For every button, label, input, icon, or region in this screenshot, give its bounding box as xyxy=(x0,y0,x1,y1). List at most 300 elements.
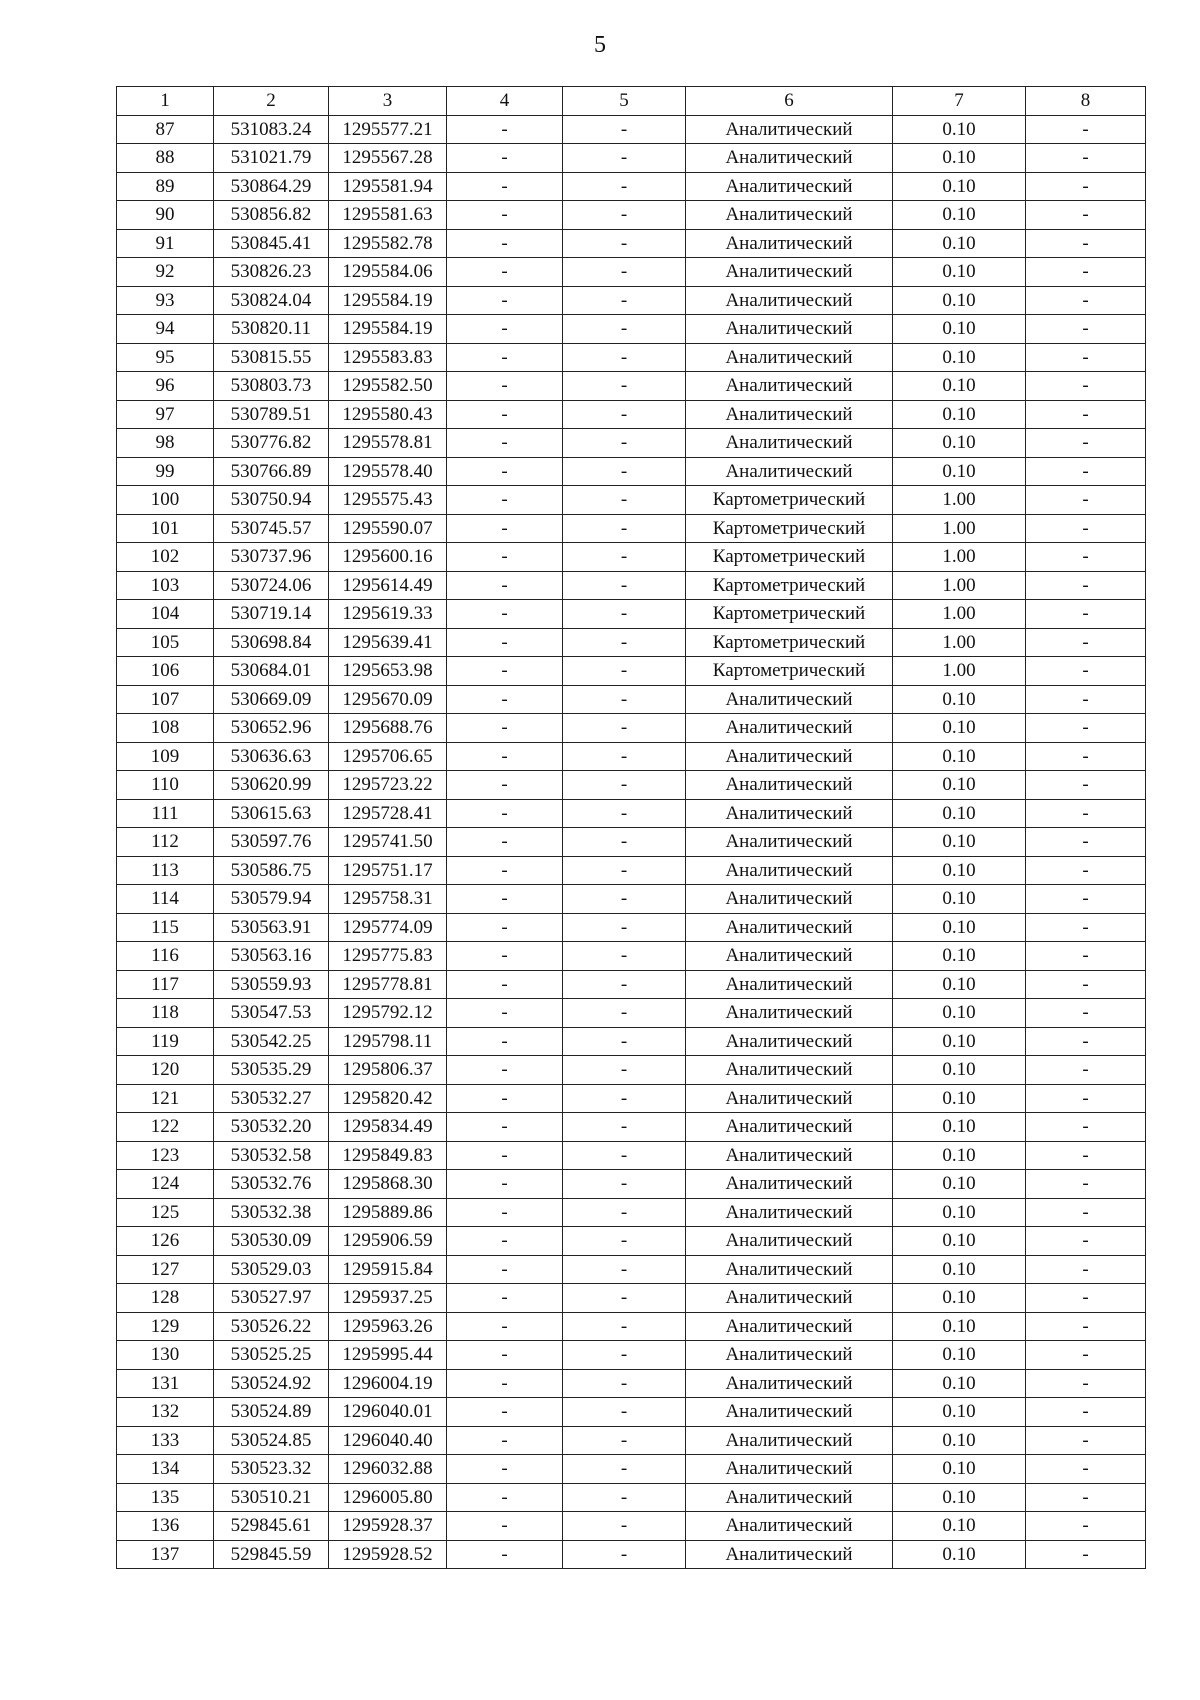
column-4-cell: - xyxy=(447,885,563,914)
accuracy-cell: 0.10 xyxy=(893,1084,1026,1113)
column-5-cell: - xyxy=(563,1455,686,1484)
point-number-cell: 131 xyxy=(117,1369,214,1398)
accuracy-cell: 0.10 xyxy=(893,1312,1026,1341)
accuracy-cell: 0.10 xyxy=(893,229,1026,258)
x-coordinate-cell: 530532.20 xyxy=(214,1113,329,1142)
column-5-cell: - xyxy=(563,1398,686,1427)
point-number-cell: 125 xyxy=(117,1198,214,1227)
point-number-cell: 134 xyxy=(117,1455,214,1484)
column-5-cell: - xyxy=(563,1170,686,1199)
point-number-cell: 92 xyxy=(117,258,214,287)
column-4-cell: - xyxy=(447,1398,563,1427)
point-number-cell: 110 xyxy=(117,771,214,800)
column-4-cell: - xyxy=(447,1255,563,1284)
column-4-cell: - xyxy=(447,315,563,344)
method-cell: Аналитический xyxy=(686,1369,893,1398)
point-number-cell: 90 xyxy=(117,201,214,230)
y-coordinate-cell: 1295584.19 xyxy=(329,315,447,344)
table-row xyxy=(117,1341,1146,1370)
method-cell: Аналитический xyxy=(686,742,893,771)
y-coordinate-cell: 1295653.98 xyxy=(329,657,447,686)
accuracy-cell: 0.10 xyxy=(893,742,1026,771)
y-coordinate-cell: 1295963.26 xyxy=(329,1312,447,1341)
x-coordinate-cell: 529845.59 xyxy=(214,1540,329,1569)
column-4-cell: - xyxy=(447,1170,563,1199)
table-row xyxy=(117,543,1146,572)
column-8-cell: - xyxy=(1026,1255,1146,1284)
table-row xyxy=(117,885,1146,914)
x-coordinate-cell: 530524.89 xyxy=(214,1398,329,1427)
accuracy-cell: 0.10 xyxy=(893,1255,1026,1284)
y-coordinate-cell: 1296004.19 xyxy=(329,1369,447,1398)
accuracy-cell: 0.10 xyxy=(893,856,1026,885)
column-5-cell: - xyxy=(563,970,686,999)
column-4-cell: - xyxy=(447,172,563,201)
column-5-cell: - xyxy=(563,1312,686,1341)
column-5-cell: - xyxy=(563,828,686,857)
column-8-cell: - xyxy=(1026,600,1146,629)
method-cell: Аналитический xyxy=(686,1312,893,1341)
column-8-cell: - xyxy=(1026,1455,1146,1484)
point-number-cell: 128 xyxy=(117,1284,214,1313)
column-8-cell: - xyxy=(1026,714,1146,743)
accuracy-cell: 0.10 xyxy=(893,913,1026,942)
y-coordinate-cell: 1295775.83 xyxy=(329,942,447,971)
column-8-cell: - xyxy=(1026,1398,1146,1427)
column-5-cell: - xyxy=(563,685,686,714)
column-header-5: 5 xyxy=(563,87,686,116)
table-row xyxy=(117,115,1146,144)
table-row xyxy=(117,657,1146,686)
column-8-cell: - xyxy=(1026,514,1146,543)
point-number-cell: 126 xyxy=(117,1227,214,1256)
method-cell: Аналитический xyxy=(686,315,893,344)
accuracy-cell: 0.10 xyxy=(893,828,1026,857)
table-row xyxy=(117,1426,1146,1455)
point-number-cell: 107 xyxy=(117,685,214,714)
column-5-cell: - xyxy=(563,1512,686,1541)
column-5-cell: - xyxy=(563,885,686,914)
method-cell: Аналитический xyxy=(686,1284,893,1313)
column-5-cell: - xyxy=(563,628,686,657)
y-coordinate-cell: 1295820.42 xyxy=(329,1084,447,1113)
column-5-cell: - xyxy=(563,1198,686,1227)
column-4-cell: - xyxy=(447,657,563,686)
x-coordinate-cell: 530856.82 xyxy=(214,201,329,230)
column-8-cell: - xyxy=(1026,1512,1146,1541)
column-4-cell: - xyxy=(447,1341,563,1370)
column-8-cell: - xyxy=(1026,913,1146,942)
x-coordinate-cell: 530824.04 xyxy=(214,286,329,315)
point-number-cell: 97 xyxy=(117,400,214,429)
column-8-cell: - xyxy=(1026,1426,1146,1455)
column-5-cell: - xyxy=(563,400,686,429)
column-8-cell: - xyxy=(1026,628,1146,657)
table-row xyxy=(117,714,1146,743)
table-row xyxy=(117,1540,1146,1569)
column-5-cell: - xyxy=(563,201,686,230)
x-coordinate-cell: 530529.03 xyxy=(214,1255,329,1284)
column-8-cell: - xyxy=(1026,1056,1146,1085)
column-8-cell: - xyxy=(1026,315,1146,344)
x-coordinate-cell: 530719.14 xyxy=(214,600,329,629)
point-number-cell: 98 xyxy=(117,429,214,458)
method-cell: Аналитический xyxy=(686,457,893,486)
method-cell: Аналитический xyxy=(686,1512,893,1541)
accuracy-cell: 0.10 xyxy=(893,942,1026,971)
table-body xyxy=(117,115,1146,1569)
x-coordinate-cell: 530615.63 xyxy=(214,799,329,828)
column-4-cell: - xyxy=(447,1483,563,1512)
method-cell: Аналитический xyxy=(686,429,893,458)
column-4-cell: - xyxy=(447,742,563,771)
accuracy-cell: 0.10 xyxy=(893,1284,1026,1313)
method-cell: Аналитический xyxy=(686,1483,893,1512)
column-4-cell: - xyxy=(447,1113,563,1142)
method-cell: Аналитический xyxy=(686,1056,893,1085)
x-coordinate-cell: 530826.23 xyxy=(214,258,329,287)
method-cell: Аналитический xyxy=(686,1027,893,1056)
y-coordinate-cell: 1296040.01 xyxy=(329,1398,447,1427)
column-5-cell: - xyxy=(563,856,686,885)
x-coordinate-cell: 530532.27 xyxy=(214,1084,329,1113)
point-number-cell: 122 xyxy=(117,1113,214,1142)
x-coordinate-cell: 530698.84 xyxy=(214,628,329,657)
table-row xyxy=(117,1255,1146,1284)
column-5-cell: - xyxy=(563,571,686,600)
x-coordinate-cell: 530724.06 xyxy=(214,571,329,600)
method-cell: Аналитический xyxy=(686,172,893,201)
y-coordinate-cell: 1295583.83 xyxy=(329,343,447,372)
point-number-cell: 135 xyxy=(117,1483,214,1512)
method-cell: Аналитический xyxy=(686,1398,893,1427)
accuracy-cell: 0.10 xyxy=(893,799,1026,828)
column-5-cell: - xyxy=(563,315,686,344)
x-coordinate-cell: 530547.53 xyxy=(214,999,329,1028)
point-number-cell: 132 xyxy=(117,1398,214,1427)
column-4-cell: - xyxy=(447,514,563,543)
table-row xyxy=(117,1398,1146,1427)
column-5-cell: - xyxy=(563,657,686,686)
point-number-cell: 119 xyxy=(117,1027,214,1056)
column-4-cell: - xyxy=(447,457,563,486)
table-row xyxy=(117,172,1146,201)
point-number-cell: 121 xyxy=(117,1084,214,1113)
column-5-cell: - xyxy=(563,1341,686,1370)
column-8-cell: - xyxy=(1026,115,1146,144)
table-row xyxy=(117,913,1146,942)
table-row xyxy=(117,286,1146,315)
table-row xyxy=(117,1170,1146,1199)
column-5-cell: - xyxy=(563,172,686,201)
column-4-cell: - xyxy=(447,1056,563,1085)
column-5-cell: - xyxy=(563,343,686,372)
x-coordinate-cell: 530803.73 xyxy=(214,372,329,401)
column-8-cell: - xyxy=(1026,771,1146,800)
y-coordinate-cell: 1295834.49 xyxy=(329,1113,447,1142)
column-8-cell: - xyxy=(1026,1284,1146,1313)
table-row xyxy=(117,258,1146,287)
method-cell: Аналитический xyxy=(686,1084,893,1113)
method-cell: Аналитический xyxy=(686,970,893,999)
column-8-cell: - xyxy=(1026,1369,1146,1398)
method-cell: Аналитический xyxy=(686,942,893,971)
column-4-cell: - xyxy=(447,1455,563,1484)
table-row xyxy=(117,1056,1146,1085)
column-8-cell: - xyxy=(1026,942,1146,971)
column-5-cell: - xyxy=(563,115,686,144)
accuracy-cell: 1.00 xyxy=(893,486,1026,515)
accuracy-cell: 0.10 xyxy=(893,1227,1026,1256)
column-4-cell: - xyxy=(447,771,563,800)
accuracy-cell: 0.10 xyxy=(893,885,1026,914)
y-coordinate-cell: 1296032.88 xyxy=(329,1455,447,1484)
column-8-cell: - xyxy=(1026,144,1146,173)
column-8-cell: - xyxy=(1026,856,1146,885)
x-coordinate-cell: 530524.85 xyxy=(214,1426,329,1455)
method-cell: Аналитический xyxy=(686,1255,893,1284)
table-row xyxy=(117,1113,1146,1142)
method-cell: Аналитический xyxy=(686,1141,893,1170)
table-row xyxy=(117,1084,1146,1113)
point-number-cell: 87 xyxy=(117,115,214,144)
accuracy-cell: 0.10 xyxy=(893,1369,1026,1398)
accuracy-cell: 0.10 xyxy=(893,172,1026,201)
table-row xyxy=(117,315,1146,344)
y-coordinate-cell: 1295584.19 xyxy=(329,286,447,315)
accuracy-cell: 0.10 xyxy=(893,685,1026,714)
x-coordinate-cell: 530845.41 xyxy=(214,229,329,258)
method-cell: Аналитический xyxy=(686,1455,893,1484)
accuracy-cell: 0.10 xyxy=(893,1512,1026,1541)
column-header-2: 2 xyxy=(214,87,329,116)
accuracy-cell: 0.10 xyxy=(893,1113,1026,1142)
point-number-cell: 129 xyxy=(117,1312,214,1341)
accuracy-cell: 1.00 xyxy=(893,600,1026,629)
method-cell: Картометрический xyxy=(686,514,893,543)
method-cell: Аналитический xyxy=(686,400,893,429)
y-coordinate-cell: 1295567.28 xyxy=(329,144,447,173)
y-coordinate-cell: 1295688.76 xyxy=(329,714,447,743)
table-row xyxy=(117,828,1146,857)
x-coordinate-cell: 530789.51 xyxy=(214,400,329,429)
table-row xyxy=(117,1455,1146,1484)
x-coordinate-cell: 530563.16 xyxy=(214,942,329,971)
accuracy-cell: 0.10 xyxy=(893,343,1026,372)
point-number-cell: 113 xyxy=(117,856,214,885)
y-coordinate-cell: 1295581.94 xyxy=(329,172,447,201)
point-number-cell: 106 xyxy=(117,657,214,686)
table-row xyxy=(117,942,1146,971)
x-coordinate-cell: 530527.97 xyxy=(214,1284,329,1313)
column-8-cell: - xyxy=(1026,229,1146,258)
column-header-4: 4 xyxy=(447,87,563,116)
x-coordinate-cell: 530524.92 xyxy=(214,1369,329,1398)
column-8-cell: - xyxy=(1026,486,1146,515)
column-4-cell: - xyxy=(447,258,563,287)
y-coordinate-cell: 1295798.11 xyxy=(329,1027,447,1056)
table-row xyxy=(117,144,1146,173)
x-coordinate-cell: 531083.24 xyxy=(214,115,329,144)
column-5-cell: - xyxy=(563,144,686,173)
column-8-cell: - xyxy=(1026,201,1146,230)
accuracy-cell: 0.10 xyxy=(893,1540,1026,1569)
column-5-cell: - xyxy=(563,514,686,543)
y-coordinate-cell: 1295751.17 xyxy=(329,856,447,885)
point-number-cell: 95 xyxy=(117,343,214,372)
column-4-cell: - xyxy=(447,1426,563,1455)
point-number-cell: 116 xyxy=(117,942,214,971)
column-header-3: 3 xyxy=(329,87,447,116)
x-coordinate-cell: 530525.25 xyxy=(214,1341,329,1370)
method-cell: Аналитический xyxy=(686,144,893,173)
column-8-cell: - xyxy=(1026,429,1146,458)
method-cell: Картометрический xyxy=(686,657,893,686)
y-coordinate-cell: 1295590.07 xyxy=(329,514,447,543)
column-4-cell: - xyxy=(447,400,563,429)
point-number-cell: 133 xyxy=(117,1426,214,1455)
y-coordinate-cell: 1295868.30 xyxy=(329,1170,447,1199)
x-coordinate-cell: 530563.91 xyxy=(214,913,329,942)
x-coordinate-cell: 530579.94 xyxy=(214,885,329,914)
accuracy-cell: 0.10 xyxy=(893,115,1026,144)
table-row xyxy=(117,457,1146,486)
column-5-cell: - xyxy=(563,714,686,743)
point-number-cell: 117 xyxy=(117,970,214,999)
column-header-1: 1 xyxy=(117,87,214,116)
column-5-cell: - xyxy=(563,600,686,629)
column-5-cell: - xyxy=(563,229,686,258)
column-8-cell: - xyxy=(1026,457,1146,486)
point-number-cell: 96 xyxy=(117,372,214,401)
accuracy-cell: 0.10 xyxy=(893,1455,1026,1484)
column-8-cell: - xyxy=(1026,372,1146,401)
method-cell: Картометрический xyxy=(686,543,893,572)
point-number-cell: 136 xyxy=(117,1512,214,1541)
accuracy-cell: 0.10 xyxy=(893,372,1026,401)
column-4-cell: - xyxy=(447,372,563,401)
x-coordinate-cell: 530523.32 xyxy=(214,1455,329,1484)
point-number-cell: 88 xyxy=(117,144,214,173)
table-row xyxy=(117,600,1146,629)
column-5-cell: - xyxy=(563,1284,686,1313)
y-coordinate-cell: 1295584.06 xyxy=(329,258,447,287)
method-cell: Аналитический xyxy=(686,1198,893,1227)
column-8-cell: - xyxy=(1026,286,1146,315)
accuracy-cell: 1.00 xyxy=(893,543,1026,572)
point-number-cell: 108 xyxy=(117,714,214,743)
column-5-cell: - xyxy=(563,742,686,771)
method-cell: Аналитический xyxy=(686,856,893,885)
y-coordinate-cell: 1295580.43 xyxy=(329,400,447,429)
column-5-cell: - xyxy=(563,771,686,800)
column-8-cell: - xyxy=(1026,828,1146,857)
point-number-cell: 93 xyxy=(117,286,214,315)
point-number-cell: 137 xyxy=(117,1540,214,1569)
point-number-cell: 130 xyxy=(117,1341,214,1370)
column-8-cell: - xyxy=(1026,999,1146,1028)
y-coordinate-cell: 1295614.49 xyxy=(329,571,447,600)
column-8-cell: - xyxy=(1026,543,1146,572)
method-cell: Аналитический xyxy=(686,286,893,315)
column-4-cell: - xyxy=(447,1227,563,1256)
column-4-cell: - xyxy=(447,999,563,1028)
method-cell: Аналитический xyxy=(686,258,893,287)
column-4-cell: - xyxy=(447,714,563,743)
column-8-cell: - xyxy=(1026,799,1146,828)
column-4-cell: - xyxy=(447,913,563,942)
y-coordinate-cell: 1295792.12 xyxy=(329,999,447,1028)
column-5-cell: - xyxy=(563,372,686,401)
y-coordinate-cell: 1295723.22 xyxy=(329,771,447,800)
y-coordinate-cell: 1295778.81 xyxy=(329,970,447,999)
column-4-cell: - xyxy=(447,144,563,173)
accuracy-cell: 0.10 xyxy=(893,999,1026,1028)
column-4-cell: - xyxy=(447,628,563,657)
y-coordinate-cell: 1295806.37 xyxy=(329,1056,447,1085)
column-4-cell: - xyxy=(447,486,563,515)
table-row xyxy=(117,372,1146,401)
x-coordinate-cell: 530737.96 xyxy=(214,543,329,572)
table-row xyxy=(117,429,1146,458)
method-cell: Аналитический xyxy=(686,201,893,230)
column-header-8: 8 xyxy=(1026,87,1146,116)
x-coordinate-cell: 530532.58 xyxy=(214,1141,329,1170)
y-coordinate-cell: 1295582.78 xyxy=(329,229,447,258)
y-coordinate-cell: 1296040.40 xyxy=(329,1426,447,1455)
column-5-cell: - xyxy=(563,999,686,1028)
x-coordinate-cell: 530620.99 xyxy=(214,771,329,800)
method-cell: Аналитический xyxy=(686,714,893,743)
accuracy-cell: 0.10 xyxy=(893,201,1026,230)
accuracy-cell: 0.10 xyxy=(893,429,1026,458)
point-number-cell: 127 xyxy=(117,1255,214,1284)
x-coordinate-cell: 530750.94 xyxy=(214,486,329,515)
method-cell: Аналитический xyxy=(686,1170,893,1199)
column-8-cell: - xyxy=(1026,400,1146,429)
column-4-cell: - xyxy=(447,429,563,458)
column-8-cell: - xyxy=(1026,1084,1146,1113)
accuracy-cell: 0.10 xyxy=(893,1426,1026,1455)
accuracy-cell: 1.00 xyxy=(893,514,1026,543)
column-4-cell: - xyxy=(447,229,563,258)
accuracy-cell: 0.10 xyxy=(893,1027,1026,1056)
column-4-cell: - xyxy=(447,201,563,230)
column-4-cell: - xyxy=(447,685,563,714)
x-coordinate-cell: 530820.11 xyxy=(214,315,329,344)
column-4-cell: - xyxy=(447,1141,563,1170)
accuracy-cell: 0.10 xyxy=(893,457,1026,486)
x-coordinate-cell: 530535.29 xyxy=(214,1056,329,1085)
column-5-cell: - xyxy=(563,1426,686,1455)
point-number-cell: 124 xyxy=(117,1170,214,1199)
x-coordinate-cell: 530652.96 xyxy=(214,714,329,743)
table-row xyxy=(117,970,1146,999)
table-row xyxy=(117,856,1146,885)
table-row xyxy=(117,400,1146,429)
accuracy-cell: 0.10 xyxy=(893,771,1026,800)
method-cell: Аналитический xyxy=(686,1341,893,1370)
column-4-cell: - xyxy=(447,343,563,372)
column-5-cell: - xyxy=(563,1227,686,1256)
accuracy-cell: 0.10 xyxy=(893,714,1026,743)
column-5-cell: - xyxy=(563,1255,686,1284)
accuracy-cell: 0.10 xyxy=(893,400,1026,429)
table-row xyxy=(117,343,1146,372)
column-5-cell: - xyxy=(563,1540,686,1569)
x-coordinate-cell: 530542.25 xyxy=(214,1027,329,1056)
column-4-cell: - xyxy=(447,828,563,857)
